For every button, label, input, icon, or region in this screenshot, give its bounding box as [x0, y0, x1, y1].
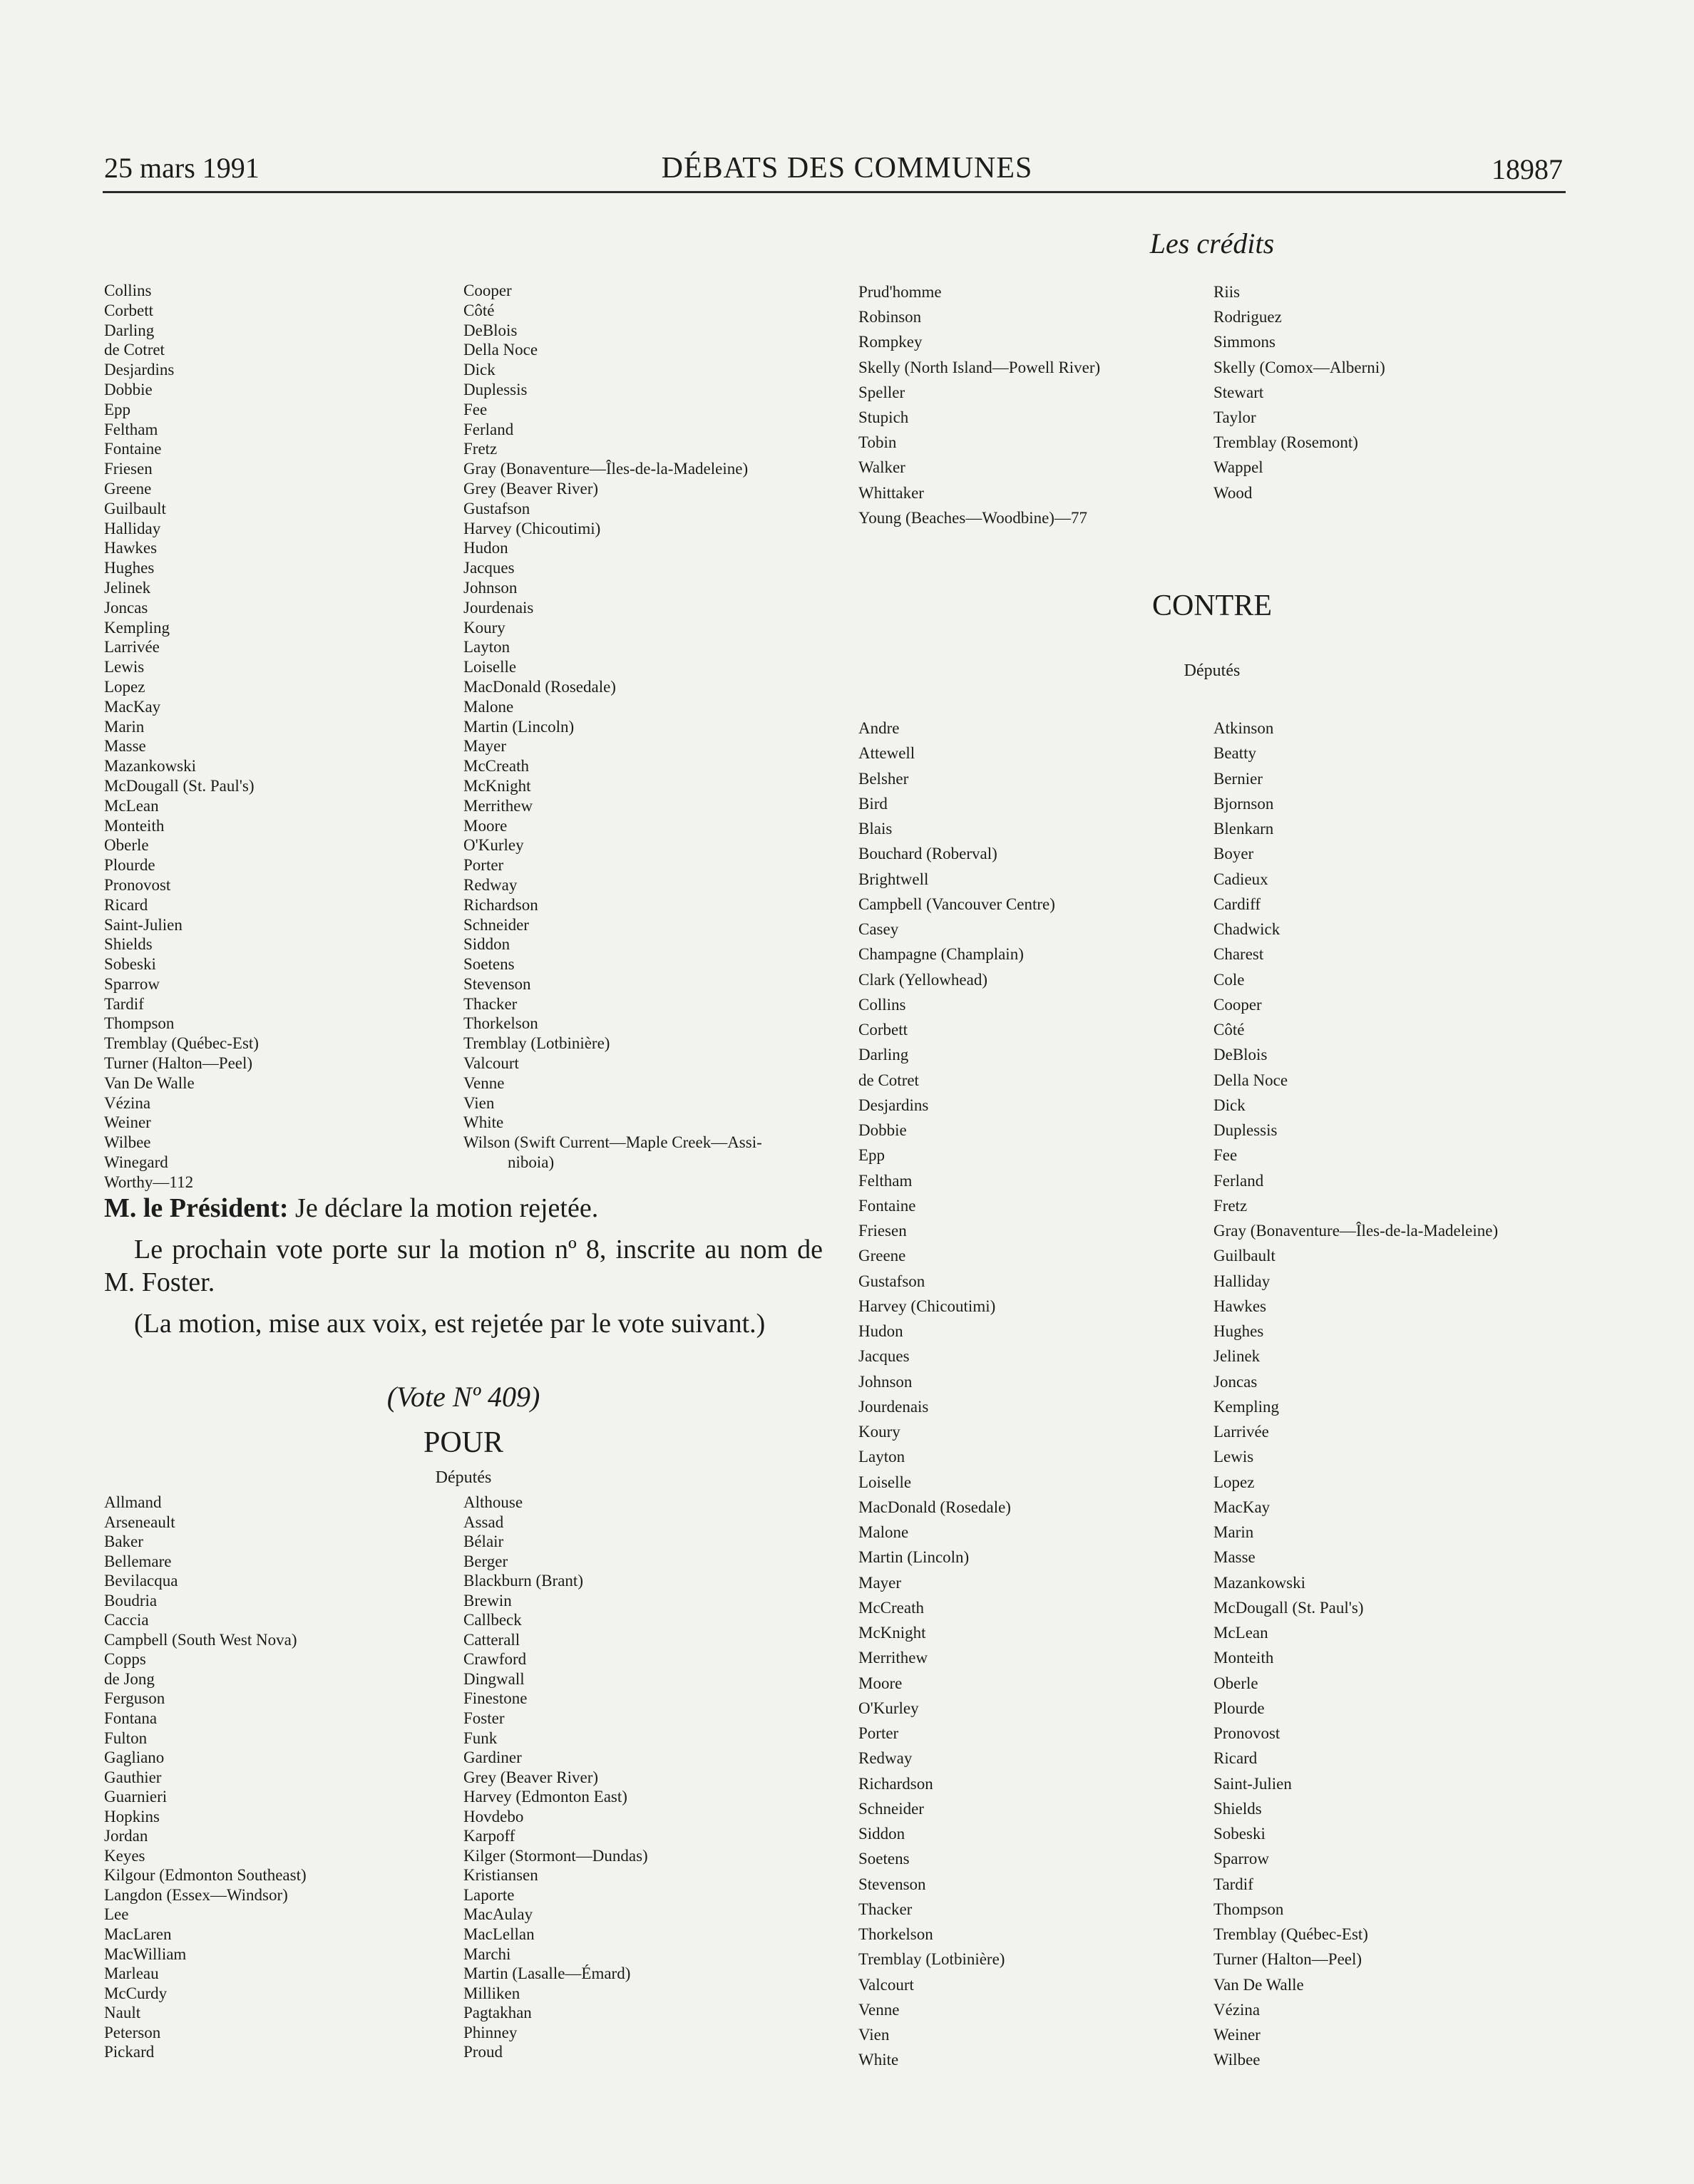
member-name: Assad: [463, 1513, 504, 1531]
member-name: de Cotret: [104, 341, 165, 359]
member-name: Johnson: [858, 1372, 913, 1391]
member-name: Jacques: [463, 559, 515, 577]
member-name: Sparrow: [1213, 1850, 1269, 1868]
member-name: Laporte: [463, 1885, 515, 1904]
member-name: Weiner: [104, 1113, 151, 1132]
member-name: Jelinek: [104, 578, 151, 597]
page-number: 18987: [1492, 153, 1563, 185]
member-name: McKnight: [858, 1624, 926, 1642]
member-name: Mazankowski: [104, 757, 197, 776]
member-name: Côté: [1213, 1021, 1245, 1039]
member-name: Gardiner: [463, 1748, 522, 1767]
member-name: Mayer: [858, 1573, 902, 1592]
member-name: Malone: [858, 1523, 909, 1541]
member-name: Bevilacqua: [104, 1572, 178, 1590]
member-name: Ricard: [1213, 1749, 1258, 1768]
member-name: Fulton: [104, 1729, 148, 1747]
contre-title: CONTRE: [1152, 589, 1272, 622]
member-name: Greene: [104, 479, 152, 498]
member-name: Rodriguez: [1213, 308, 1282, 326]
member-name: Bouchard (Roberval): [858, 845, 997, 863]
member-name: Venne: [463, 1073, 505, 1092]
member-name: Atkinson: [1213, 719, 1274, 737]
member-name: Ferguson: [104, 1689, 165, 1708]
member-name: Hudon: [858, 1322, 903, 1340]
member-name: Thorkelson: [858, 1925, 933, 1943]
member-name: Oberle: [1213, 1674, 1258, 1692]
member-name: Della Noce: [1213, 1071, 1288, 1089]
contre-column-1: [858, 716, 1055, 2073]
member-name: McDougall (St. Paul's): [104, 776, 255, 795]
member-name: Crawford: [463, 1650, 527, 1669]
member-name: Merrithew: [463, 796, 533, 815]
member-name: Jacques: [858, 1347, 910, 1366]
member-name: MacLaren: [104, 1925, 172, 1944]
member-name: Brightwell: [858, 870, 929, 888]
member-name: Harvey (Chicoutimi): [858, 1297, 996, 1315]
member-name: Tremblay (Québec-Est): [1213, 1925, 1368, 1943]
member-name: Copps: [104, 1650, 146, 1669]
member-name: Plourde: [1213, 1699, 1265, 1717]
member-name: Della Noce: [463, 341, 538, 359]
member-name: Winegard: [104, 1153, 168, 1172]
member-name: Feltham: [104, 420, 158, 438]
member-name: Allmand: [104, 1493, 162, 1511]
member-name: Fontaine: [858, 1196, 916, 1215]
vote-result-text: (La motion, mise aux voix, est rejetée par le vote suivant.): [134, 1309, 766, 1339]
member-name: McCreath: [463, 757, 529, 776]
member-name: Casey: [858, 920, 899, 938]
member-name: Cadieux: [1213, 870, 1268, 888]
member-name: Callbeck: [463, 1611, 522, 1629]
member-name: Hughes: [1213, 1322, 1264, 1340]
member-name: Hawkes: [104, 539, 158, 557]
member-name: Hudon: [463, 539, 508, 557]
member-name: Speller: [858, 383, 905, 401]
member-name: Tardif: [104, 994, 144, 1013]
member-name: Lewis: [1213, 1448, 1254, 1466]
member-name: Pickard: [104, 2043, 155, 2061]
member-name: Lewis: [104, 658, 145, 676]
member-name: Blais: [858, 820, 893, 838]
member-name: Moore: [463, 816, 508, 835]
member-name: Nault: [104, 2004, 141, 2022]
speaker-text: Je déclare la motion rejetée.: [295, 1193, 599, 1223]
member-name: Lopez: [104, 677, 145, 696]
member-name: Baker: [104, 1533, 143, 1551]
member-name: McLean: [104, 796, 159, 815]
member-name: Cooper: [1213, 995, 1262, 1014]
member-name: Porter: [463, 856, 504, 875]
member-name: Taylor: [1213, 408, 1256, 427]
member-name: Catterall: [463, 1630, 520, 1649]
member-name: Boudria: [104, 1591, 158, 1609]
member-name: Epp: [104, 400, 131, 418]
member-name: Campbell (South West Nova): [104, 1630, 297, 1649]
member-name: Blackburn (Brant): [463, 1572, 583, 1590]
member-name: Kilgour (Edmonton Southeast): [104, 1866, 307, 1885]
member-name: Hovdebo: [463, 1807, 524, 1825]
member-name: McKnight: [463, 776, 531, 795]
member-name: Caccia: [104, 1611, 149, 1629]
member-name: Kempling: [104, 618, 170, 637]
member-name: Vézina: [104, 1093, 151, 1112]
member-name: Simmons: [1213, 333, 1275, 351]
member-name: Dobbie: [104, 380, 153, 398]
member-name: Gustafson: [463, 499, 530, 517]
member-name: Arseneault: [104, 1513, 175, 1531]
member-name: Redway: [858, 1749, 913, 1768]
member-name: DeBlois: [1213, 1046, 1268, 1064]
header-rule: [103, 191, 1566, 193]
member-name: Dick: [1213, 1096, 1246, 1114]
previous-contre-column-1: [104, 281, 259, 1193]
member-name: Thacker: [858, 1900, 913, 1918]
member-name: McDougall (St. Paul's): [1213, 1598, 1364, 1617]
member-name: Belsher: [858, 769, 909, 788]
header-title: DÉBATS DES COMMUNES: [661, 152, 1033, 185]
member-name: Skelly (Comox—Alberni): [1213, 358, 1385, 376]
member-name: Kilger (Stormont—Dundas): [463, 1846, 648, 1865]
member-name: Grey (Beaver River): [463, 479, 599, 498]
member-name: Saint-Julien: [1213, 1774, 1292, 1793]
member-name: Martin (Lasalle—Émard): [463, 1964, 631, 1983]
member-name: Stewart: [1213, 383, 1264, 401]
member-name: Vézina: [1213, 2000, 1261, 2019]
pour-column-3: [858, 279, 1100, 530]
member-name: Koury: [463, 618, 505, 637]
member-name: Jourdenais: [858, 1397, 929, 1416]
member-name: Pagtakhan: [463, 2004, 532, 2022]
member-name: Sparrow: [104, 974, 160, 993]
member-name: Darling: [858, 1046, 909, 1064]
member-name: Young (Beaches—Woodbine)—77: [858, 508, 1087, 527]
member-name: Monteith: [104, 816, 165, 835]
member-name: de Jong: [104, 1669, 155, 1688]
member-name: Tremblay (Québec-Est): [104, 1034, 259, 1053]
member-name: Vien: [858, 2026, 890, 2044]
header-date: 25 mars 1991: [104, 152, 260, 184]
member-name: Guilbault: [1213, 1247, 1275, 1265]
member-name: Loiselle: [463, 658, 517, 676]
member-name: Masse: [104, 737, 146, 756]
speaker-name: M. le Président:: [104, 1193, 289, 1223]
member-name: Whittaker: [858, 483, 924, 502]
member-name: Martin (Lincoln): [858, 1548, 970, 1567]
member-name: Loiselle: [858, 1473, 912, 1491]
member-name: Champagne (Champlain): [858, 945, 1024, 964]
member-name: Corbett: [104, 301, 153, 319]
member-name: Stevenson: [858, 1875, 926, 1893]
member-name: Masse: [1213, 1548, 1256, 1567]
member-name: Layton: [463, 638, 510, 656]
member-name: Layton: [858, 1448, 905, 1466]
member-name: Tremblay (Rosemont): [1213, 433, 1358, 452]
member-name: Tobin: [858, 433, 897, 452]
member-name: Ferland: [463, 420, 514, 438]
member-name: Van De Walle: [104, 1073, 195, 1092]
member-name: Grey (Beaver River): [463, 1768, 599, 1786]
member-name: Kristiansen: [463, 1866, 538, 1885]
member-name: Beatty: [1213, 744, 1257, 763]
member-name: Redway: [463, 875, 518, 894]
member-name: Prud'homme: [858, 283, 942, 301]
member-name: Soetens: [463, 955, 515, 974]
member-name: Monteith: [1213, 1649, 1274, 1667]
member-name: DeBlois: [463, 321, 518, 339]
member-name: MacWilliam: [104, 1945, 187, 1963]
member-name: Sobeski: [104, 955, 156, 974]
member-name: Skelly (North Island—Powell River): [858, 358, 1101, 376]
member-name: Turner (Halton—Peel): [104, 1054, 253, 1073]
member-name: MacDonald (Rosedale): [463, 677, 616, 696]
member-name: Brewin: [463, 1591, 512, 1609]
member-name: Pronovost: [1213, 1724, 1280, 1742]
member-name: Vien: [463, 1093, 495, 1112]
member-name: Marin: [104, 717, 145, 736]
member-name: White: [858, 2051, 899, 2069]
vote-number: (Vote Nº 409): [386, 1381, 540, 1413]
pour-column-1: [104, 1493, 307, 2062]
member-name: Larrivée: [104, 638, 160, 656]
member-name: de Cotret: [858, 1071, 919, 1089]
member-name: Althouse: [463, 1493, 523, 1511]
member-name: Marchi: [463, 1945, 511, 1963]
member-name: Bernier: [1213, 769, 1263, 788]
member-name: Marin: [1213, 1523, 1254, 1541]
member-name: Thompson: [1213, 1900, 1284, 1918]
member-name: Robinson: [858, 308, 922, 326]
member-name: Funk: [463, 1729, 498, 1747]
section-title: Les crédits: [1149, 227, 1275, 259]
member-name: Friesen: [858, 1222, 907, 1240]
member-name: MacAulay: [463, 1905, 533, 1924]
member-name: Finestone: [463, 1689, 528, 1708]
member-name: Phinney: [463, 2023, 518, 2041]
member-name: Lee: [104, 1905, 129, 1924]
member-name: Ricard: [104, 895, 148, 914]
member-name: Friesen: [104, 460, 153, 478]
member-name: Pronovost: [104, 875, 171, 894]
member-name: Richardson: [858, 1774, 933, 1793]
member-name: Guilbault: [104, 499, 166, 517]
member-name: Valcourt: [463, 1054, 519, 1073]
member-name: Lopez: [1213, 1473, 1255, 1491]
pour-subtitle: Députés: [435, 1468, 492, 1487]
member-name: Turner (Halton—Peel): [1213, 1950, 1362, 1969]
member-name: Clark (Yellowhead): [858, 970, 987, 989]
member-name: Hawkes: [1213, 1297, 1267, 1315]
member-name: Martin (Lincoln): [463, 717, 575, 736]
member-name: Fretz: [463, 440, 498, 458]
member-name: Moore: [858, 1674, 903, 1692]
member-name: Soetens: [858, 1850, 910, 1868]
member-name: Siddon: [463, 935, 510, 954]
member-name: Collins: [858, 995, 906, 1014]
member-name: Peterson: [104, 2023, 161, 2041]
member-name: Gray (Bonaventure—Îles-de-la-Madeleine): [1213, 1222, 1499, 1240]
member-name: Gauthier: [104, 1768, 162, 1786]
member-name: Wood: [1213, 483, 1253, 502]
member-name: Foster: [463, 1709, 505, 1728]
member-name: Tremblay (Lotbinière): [858, 1950, 1005, 1969]
member-name: Rompkey: [858, 333, 923, 351]
member-name: Collins: [104, 282, 152, 299]
member-name: Saint-Julien: [104, 915, 183, 934]
member-name: Mayer: [463, 737, 507, 756]
member-name: Plourde: [104, 856, 155, 875]
member-name: Bélair: [463, 1533, 504, 1551]
member-name: Chadwick: [1213, 920, 1280, 938]
member-name: Wilbee: [104, 1133, 151, 1152]
member-name: Bird: [858, 794, 888, 813]
member-name: Johnson: [463, 578, 518, 597]
member-name: Dingwall: [463, 1669, 525, 1688]
member-name: Hughes: [104, 559, 155, 577]
member-name: Porter: [858, 1724, 899, 1742]
member-name: Ferland: [1213, 1171, 1264, 1190]
member-name: Jelinek: [1213, 1347, 1261, 1366]
member-name: Walker: [858, 458, 905, 477]
member-name: Larrivée: [1213, 1423, 1269, 1441]
member-name: Darling: [104, 321, 155, 339]
member-name: Wilson (Swift Current—Maple Creek—Assi-: [463, 1133, 762, 1152]
member-name: Kempling: [1213, 1397, 1279, 1416]
member-name: Fontana: [104, 1709, 158, 1728]
member-name: Gray (Bonaventure—Îles-de-la-Madeleine): [463, 460, 749, 478]
member-name: Richardson: [463, 895, 538, 914]
member-name: Dobbie: [858, 1121, 907, 1139]
member-name: Duplessis: [1213, 1121, 1278, 1139]
member-name: Halliday: [1213, 1272, 1270, 1290]
member-name: Thacker: [463, 994, 518, 1013]
member-name: Blenkarn: [1213, 820, 1274, 838]
member-name: Corbett: [858, 1021, 908, 1039]
member-name: Valcourt: [858, 1975, 914, 1994]
member-name: Venne: [858, 2000, 900, 2019]
member-name: McCurdy: [104, 1984, 168, 2002]
contre-column-2: [1213, 716, 1498, 2073]
member-name: Stevenson: [463, 974, 531, 993]
member-name: MacDonald (Rosedale): [858, 1498, 1011, 1516]
member-name: Cardiff: [1213, 895, 1261, 913]
member-name: Sobeski: [1213, 1825, 1266, 1843]
member-name: Guarnieri: [104, 1788, 168, 1806]
member-name: Boyer: [1213, 845, 1254, 863]
speaker-statement: [104, 1192, 823, 1225]
member-name: Campbell (Vancouver Centre): [858, 895, 1055, 913]
member-name: MacLellan: [463, 1925, 535, 1944]
member-name: Wilbee: [1213, 2051, 1261, 2069]
member-name: Fee: [463, 400, 488, 418]
member-name: Duplessis: [463, 380, 528, 398]
member-name: Malone: [463, 697, 514, 716]
member-name: Greene: [858, 1247, 906, 1265]
member-name: Karpoff: [463, 1827, 515, 1845]
member-name: Desjardins: [104, 361, 175, 379]
member-name: Andre: [858, 719, 900, 737]
member-name: Shields: [1213, 1799, 1262, 1818]
member-name: Berger: [463, 1552, 508, 1570]
member-name: Halliday: [104, 519, 161, 537]
member-name: Merrithew: [858, 1649, 928, 1667]
member-name: Stupich: [858, 408, 909, 427]
member-name: Worthy—112: [104, 1173, 194, 1191]
member-name: Marleau: [104, 1964, 159, 1983]
member-name: Langdon (Essex—Windsor): [104, 1885, 288, 1904]
member-name: Feltham: [858, 1171, 913, 1190]
member-name: Joncas: [104, 598, 148, 617]
member-name: Harvey (Chicoutimi): [463, 519, 601, 537]
member-name: White: [463, 1113, 504, 1132]
pour-column-4: [1213, 279, 1385, 505]
member-name: Harvey (Edmonton East): [463, 1788, 627, 1806]
member-name: Shields: [104, 935, 153, 954]
member-name: Koury: [858, 1423, 900, 1441]
member-name: Côté: [463, 301, 495, 319]
member-name: Proud: [463, 2043, 503, 2061]
pour-title: POUR: [423, 1426, 504, 1459]
member-name: Siddon: [858, 1825, 905, 1843]
member-name: Thompson: [104, 1014, 175, 1033]
member-name: Bellemare: [104, 1552, 172, 1570]
member-name: Wappel: [1213, 458, 1263, 477]
member-name: Fee: [1213, 1146, 1238, 1165]
member-name: Van De Walle: [1213, 1975, 1304, 1994]
member-name: MacKay: [104, 697, 161, 716]
member-name: Weiner: [1213, 2026, 1261, 2044]
member-name: Oberle: [104, 836, 149, 855]
member-name: McCreath: [858, 1598, 924, 1617]
member-name: niboia): [508, 1153, 555, 1172]
contre-subtitle: Députés: [1184, 661, 1241, 680]
member-name: Dick: [463, 361, 496, 379]
pour-column-2: [463, 1493, 648, 2062]
member-name: Epp: [858, 1146, 885, 1165]
member-name: Bjornson: [1213, 794, 1274, 813]
member-name: Riis: [1213, 283, 1241, 301]
member-name: Gustafson: [858, 1272, 925, 1290]
member-name: McLean: [1213, 1624, 1268, 1642]
member-name: Schneider: [858, 1799, 924, 1818]
member-name: Keyes: [104, 1846, 145, 1865]
member-name: Hopkins: [104, 1807, 160, 1825]
member-name: Desjardins: [858, 1096, 929, 1114]
member-name: Jordan: [104, 1827, 148, 1845]
member-name: Tardif: [1213, 1875, 1253, 1893]
member-name: Thorkelson: [463, 1014, 538, 1033]
member-name: O'Kurley: [463, 836, 524, 855]
member-name: Attewell: [858, 744, 915, 763]
member-name: Mazankowski: [1213, 1573, 1306, 1592]
previous-contre-column-2: [463, 281, 762, 1173]
member-name: Fretz: [1213, 1196, 1248, 1215]
member-name: Cole: [1213, 970, 1245, 989]
member-name: Tremblay (Lotbinière): [463, 1034, 610, 1053]
member-name: Joncas: [1213, 1372, 1258, 1391]
member-name: Fontaine: [104, 440, 162, 458]
member-name: Schneider: [463, 915, 529, 934]
member-name: MacKay: [1213, 1498, 1270, 1516]
member-name: Gagliano: [104, 1748, 165, 1767]
member-name: Charest: [1213, 945, 1264, 964]
member-name: Cooper: [463, 282, 512, 299]
member-name: Milliken: [463, 1984, 520, 2002]
member-name: O'Kurley: [858, 1699, 919, 1717]
next-vote-text: Le prochain vote porte sur la motion nº 8, inscrite au nom de M. Foster.: [104, 1235, 823, 1297]
member-name: Jourdenais: [463, 598, 534, 617]
